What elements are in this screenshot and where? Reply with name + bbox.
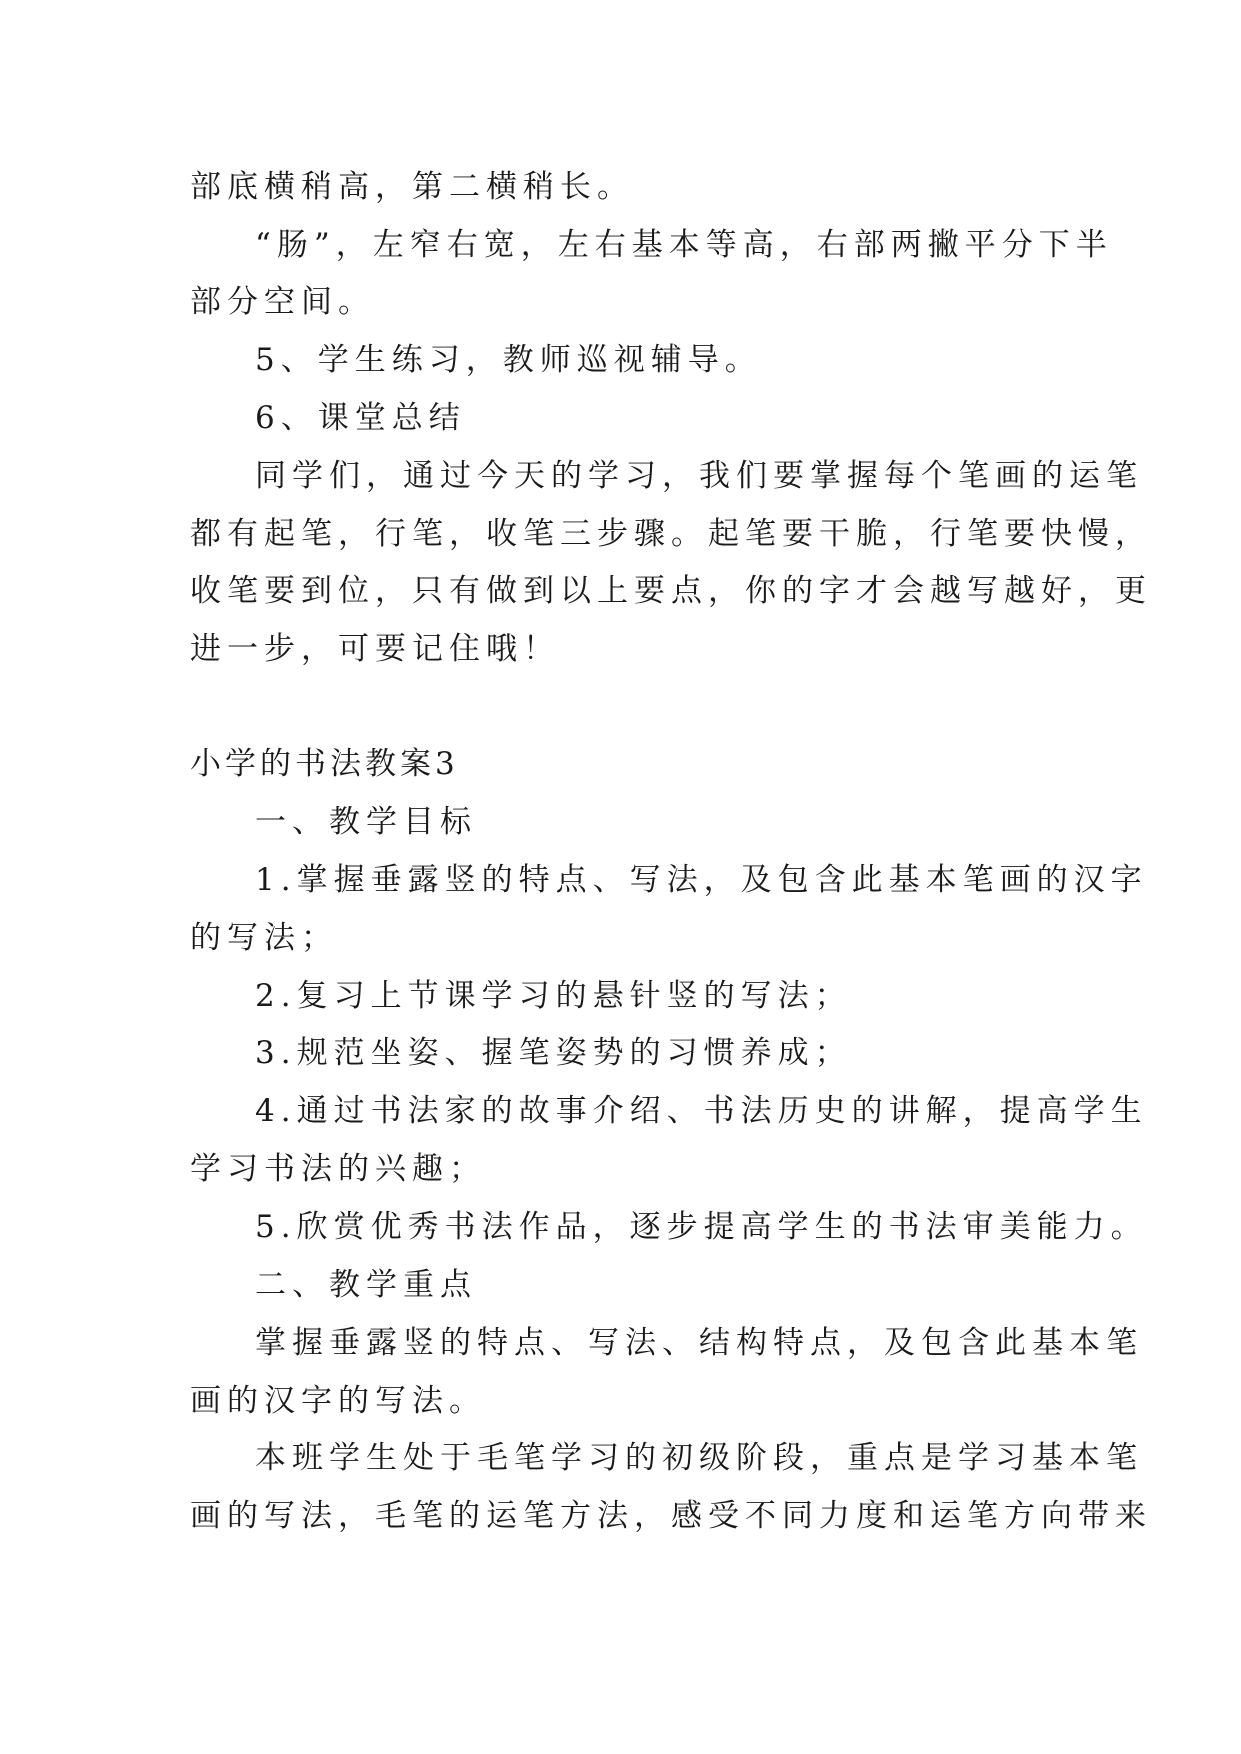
text-line: 画的写法，毛笔的运笔方法，感受不同力度和运笔方向带来 [190,1498,1152,1534]
text-line: 部底横稍高，第二横稍长。 [190,169,634,205]
text-line: 6、课堂总结 [255,400,466,436]
text-line: 3.规范坐姿、握笔姿势的习惯养成； [255,1035,852,1071]
text-line: 学习书法的兴趣； [190,1151,486,1187]
text-line: 本班学生处于毛笔学习的初级阶段，重点是学习基本笔 [255,1440,1143,1476]
text-line: 画的汉字的写法。 [190,1383,486,1419]
text-line: 同学们，通过今天的学习，我们要掌握每个笔画的运笔 [255,458,1143,494]
text-line: 二、教学重点 [255,1267,477,1303]
text-line: 2.复习上节课学习的悬针竖的写法； [255,978,852,1014]
text-line: “肠”，左窄右宽，左右基本等高，右部两撇平分下半 [255,227,1113,263]
text-line: 5.欣赏优秀书法作品，逐步提高学生的书法审美能力。 [255,1209,1148,1245]
text-line: 1.掌握垂露竖的特点、写法，及包含此基本笔画的汉字 [255,862,1148,898]
text-line: 都有起笔，行笔，收笔三步骤。起笔要干脆，行笔要快慢， [190,516,1152,552]
section-title: 小学的书法教案3 [190,746,459,782]
text-line: 的写法； [190,920,338,956]
text-line: 5、学生练习，教师巡视辅导。 [255,342,762,378]
text-line: 掌握垂露竖的特点、写法、结构特点，及包含此基本笔 [255,1325,1143,1361]
text-line: 一、教学目标 [255,804,477,840]
text-line: 部分空间。 [190,284,375,320]
text-line: 收笔要到位，只有做到以上要点，你的字才会越写越好，更 [190,573,1152,609]
text-line: 进一步，可要记住哦！ [190,631,560,667]
text-line: 4.通过书法家的故事介绍、书法历史的讲解，提高学生 [255,1093,1148,1129]
